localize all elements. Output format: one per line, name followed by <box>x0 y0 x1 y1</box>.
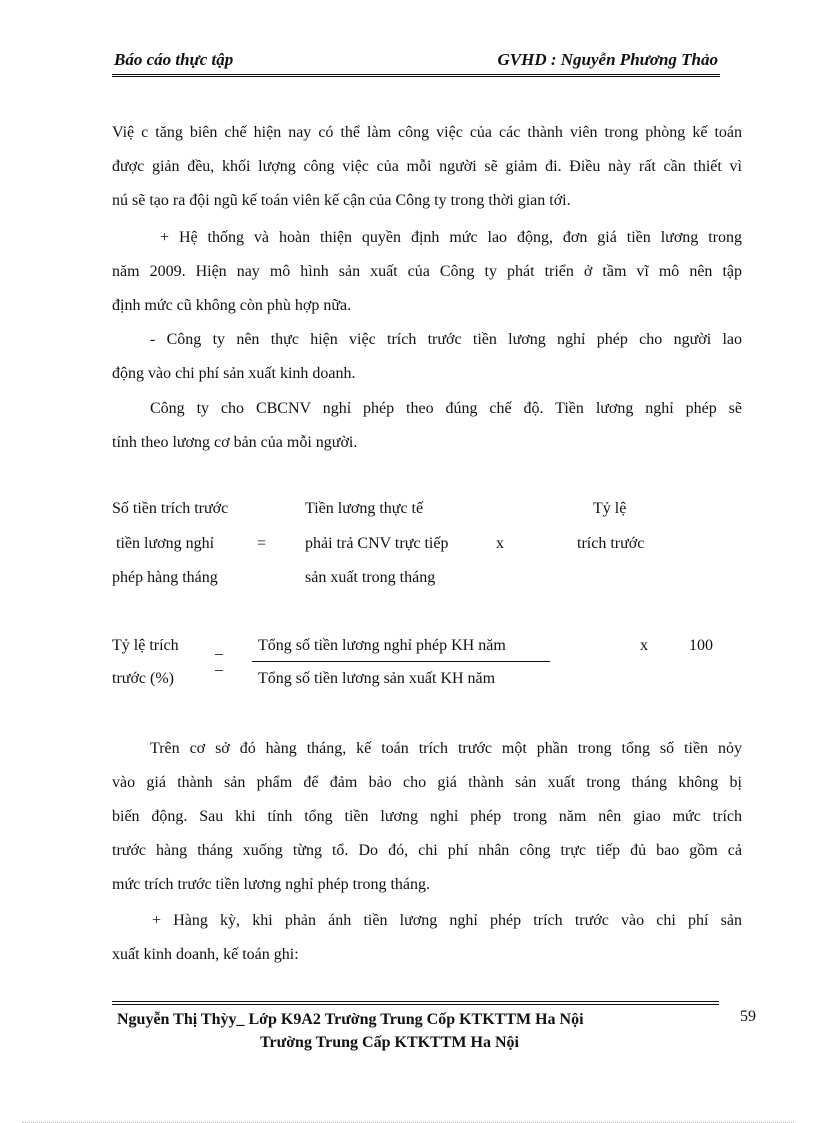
text-line: trước hàng tháng xuống từng tổ. Do đó, chi phí nhân công trực tiếp đủ bao gồm cả <box>112 842 742 859</box>
header-report-title: Báo cáo thực tập <box>114 50 234 69</box>
header-supervisor: GVHD : Nguyễn Phương Thảo <box>497 50 718 69</box>
footer-rule <box>112 1001 719 1005</box>
formula2-equals-top: _ <box>215 640 223 657</box>
formula1-right-line1: Tỷ lệ <box>593 500 627 517</box>
text-line: mức trích trước tiền lương nghỉ phép trong tháng. <box>112 876 430 893</box>
text-line: được giản đều, khối lượng công việc của mỗi người sẽ giảm đi. Điều này rất cần thiết vì <box>112 158 742 175</box>
formula1-middle-line2: phải trả CNV trực tiếp <box>305 535 449 552</box>
formula2-equals-bottom: _ <box>215 656 223 673</box>
header-rule <box>112 74 720 77</box>
formula1-right-line2: trích trước <box>577 535 645 552</box>
text-line: + Hệ thống và hoàn thiện quyền định mức lao động, đơn giá tiền lương trong <box>160 229 742 246</box>
footer-author: Nguyễn Thị Thỳy_ Lớp K9A2 Trường Trung Cốp KTKTTM Ha Nội <box>117 1011 584 1028</box>
formula2-denominator: Tổng số tiền lương sản xuất KH năm <box>258 670 496 687</box>
fraction-bar <box>252 661 550 662</box>
text-line: Việ c tăng biên chế hiện nay có thể làm công việc của các thành viên trong phòng kế toán <box>112 124 742 141</box>
page-header <box>112 50 720 72</box>
formula1-left-line1: Số tiền trích trước <box>112 500 229 517</box>
formula2-left-line1: Tỷ lệ trích <box>112 637 179 654</box>
text-line: xuất kinh doanh, kế toán ghi: <box>112 946 299 963</box>
footer-school: Trường Trung Cấp KTKTTM Ha Nội <box>260 1034 519 1051</box>
text-line: nú sẽ tạo ra đội ngũ kế toán viên kế cận của Công ty trong thời gian tới. <box>112 192 571 209</box>
formula1-equals: = <box>257 535 267 552</box>
paragraph-entry-note <box>112 904 742 972</box>
formula1-middle-line1: Tiền lương thực tế <box>305 500 424 517</box>
text-line: năm 2009. Hiện nay mô hình sản xuất của Công ty phát triển ở tầm vĩ mô nên tập <box>112 263 742 280</box>
text-line: + Hàng kỳ, khi phản ánh tiền lương nghỉ phép trích trước vào chi phí sản <box>152 912 742 929</box>
paragraph-leave-accrual <box>112 323 742 391</box>
paragraph-leave-policy <box>112 392 742 460</box>
text-line: biến động. Sau khi tính tổng tiền lương nghỉ phép trong năm nên giao mức trích <box>112 808 742 825</box>
formula1-middle-line3: sản xuất trong tháng <box>305 569 436 586</box>
formula2-times: x <box>640 637 648 654</box>
text-line: định mức cũ không còn phù hợp nữa. <box>112 297 352 314</box>
formula2-factor: 100 <box>689 637 713 654</box>
text-line: tính theo lương cơ bản của mỗi người. <box>112 434 358 451</box>
text-line: động vào chi phí sản xuất kinh doanh. <box>112 365 356 382</box>
formula1-left-line3: phép hàng tháng <box>112 569 218 586</box>
text-line: vào giá thành sản phẩm để đảm bảo cho giá thành sản xuất trong tháng không bị <box>112 774 742 791</box>
formula2-left-line2: trước (%) <box>112 670 174 687</box>
text-line: - Công ty nên thực hiện việc trích trước tiền lương nghỉ phép cho người lao <box>150 331 742 348</box>
paragraph-monthly-accrual-explanation <box>112 732 742 902</box>
paragraph-staffing <box>112 116 742 218</box>
page-number: 59 <box>740 1008 756 1025</box>
formula1-times: x <box>496 535 504 552</box>
paragraph-labor-norms <box>112 221 742 323</box>
text-line: Trên cơ sở đó hàng tháng, kế toán trích trước một phần trong tổng số tiền nỏy <box>150 740 742 757</box>
text-line: Công ty cho CBCNV nghỉ phép theo đúng chế độ. Tiền lương nghỉ phép sẽ <box>150 400 742 417</box>
formula1-left-line2: tiền lương nghỉ <box>116 535 215 552</box>
formula2-numerator: Tổng số tiền lương nghỉ phép KH năm <box>258 637 506 654</box>
